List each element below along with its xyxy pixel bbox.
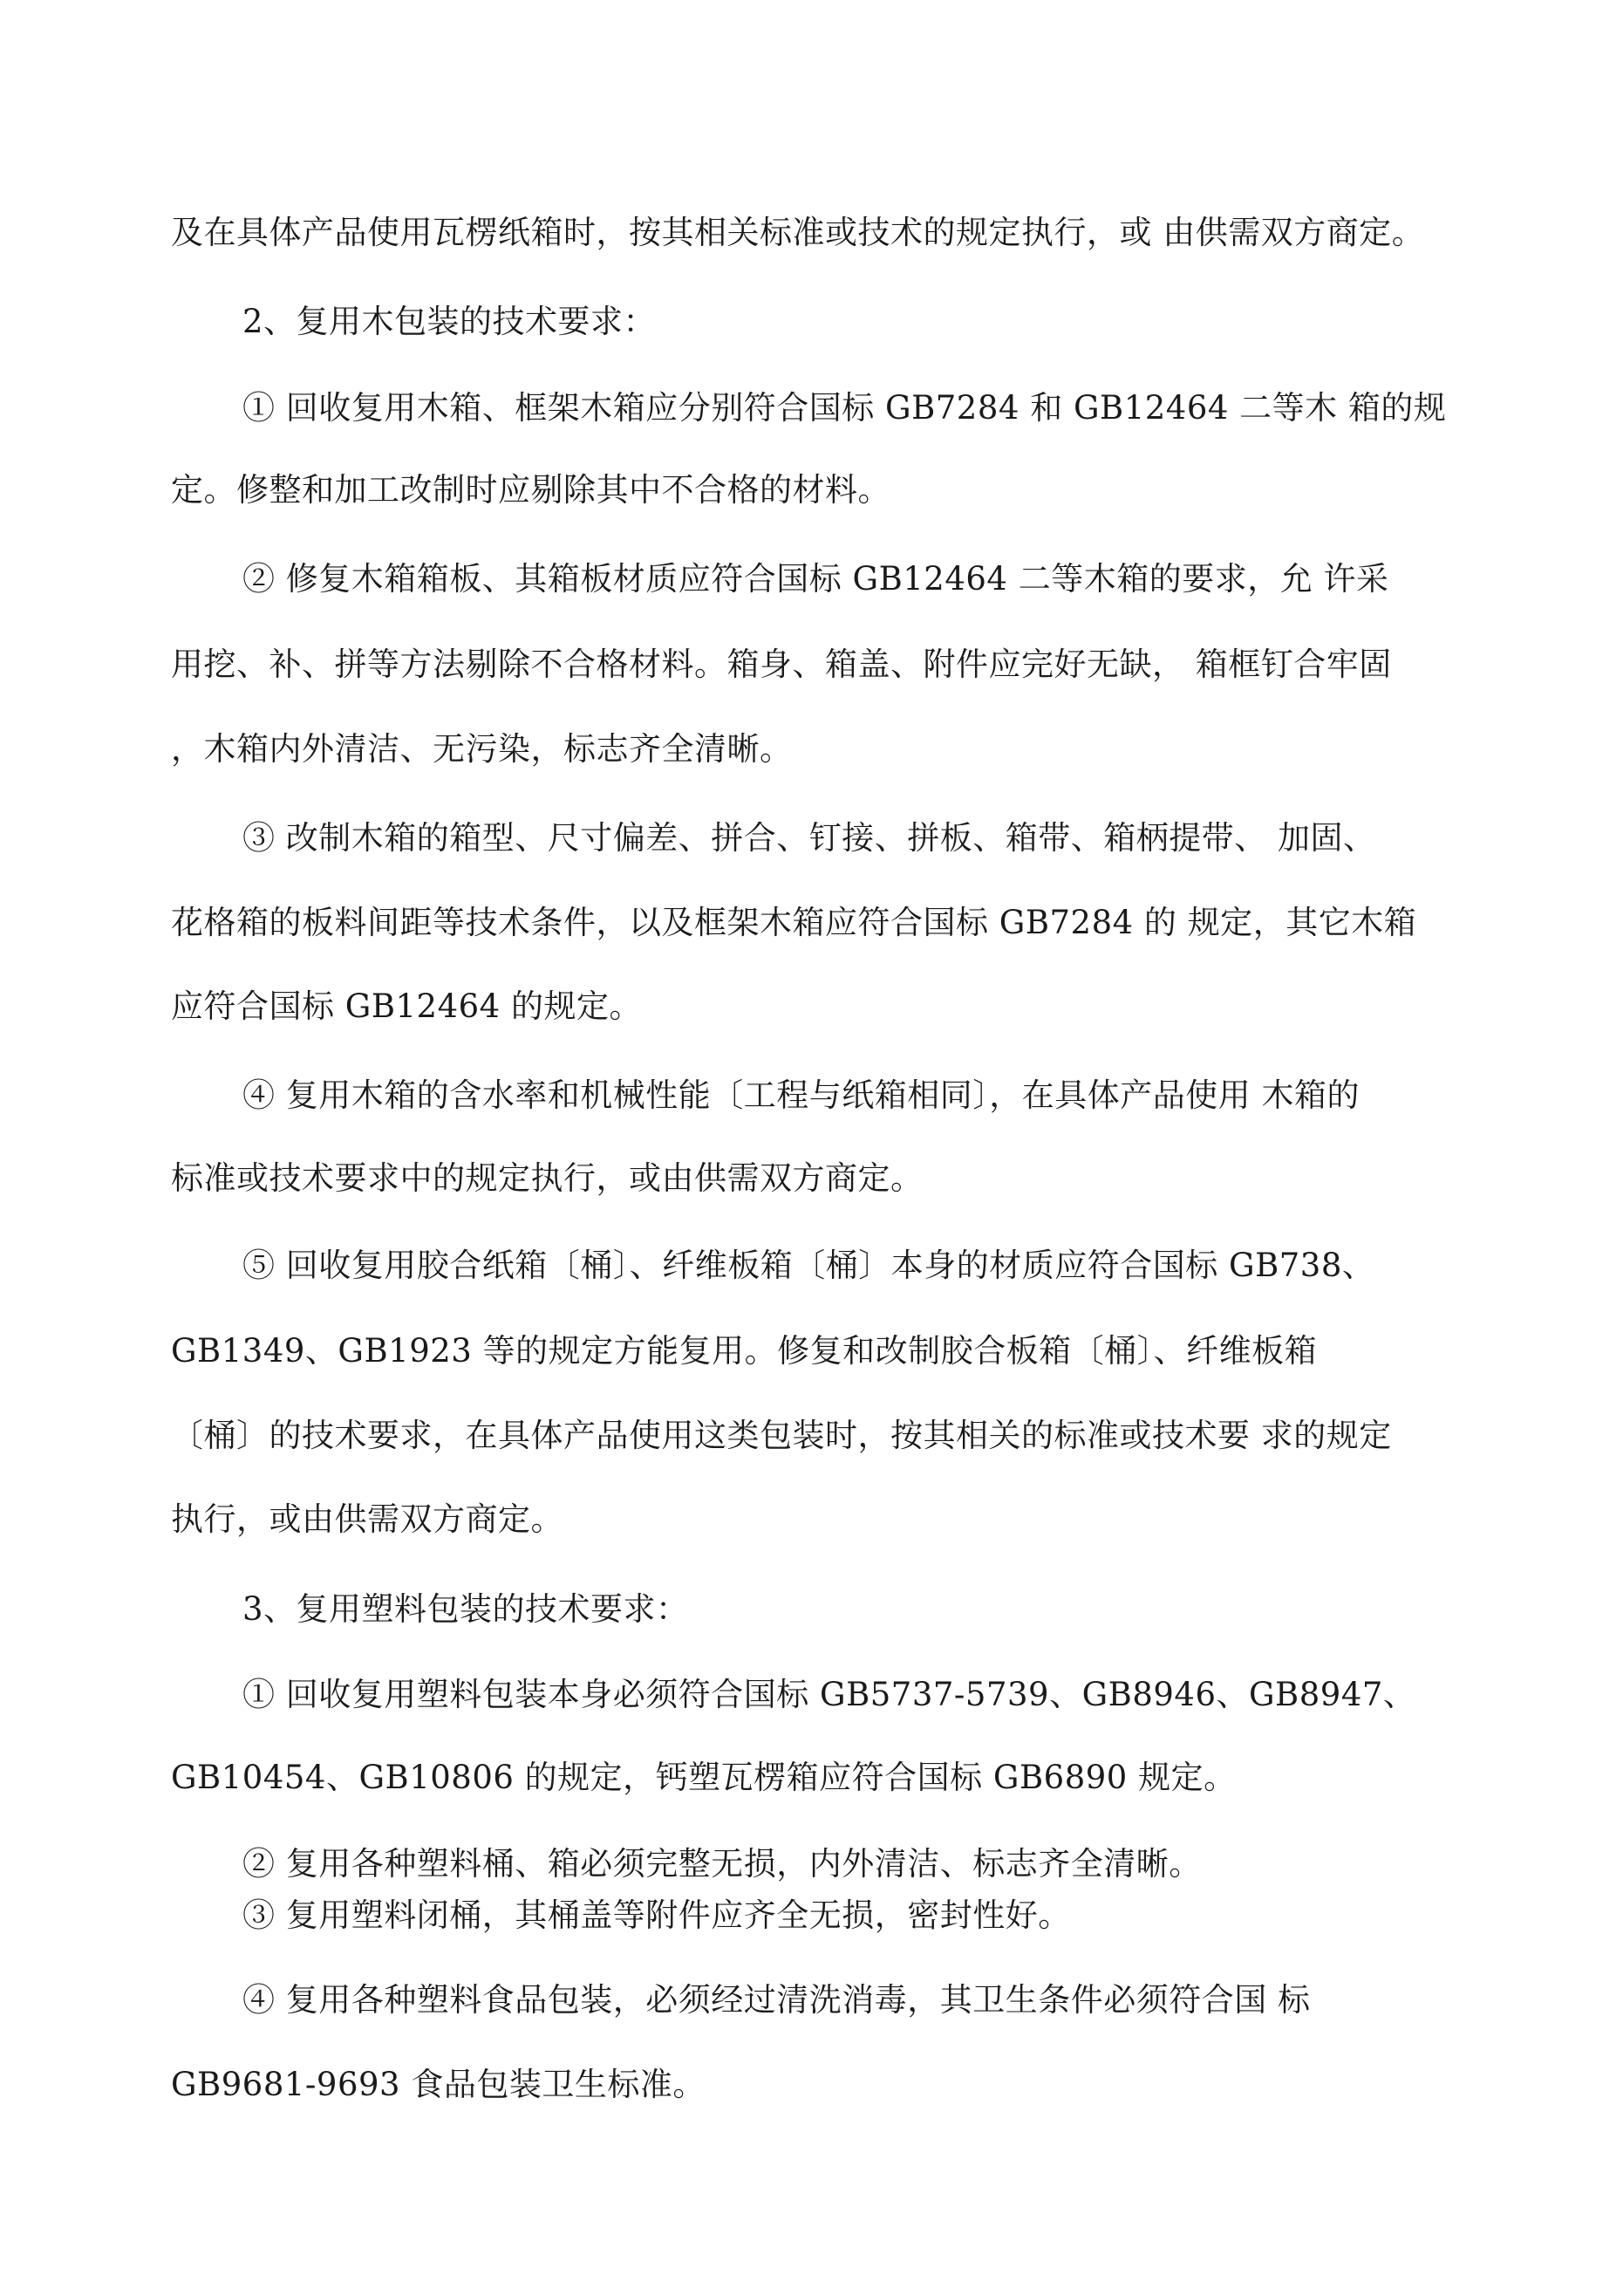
text-line-22: ④ 复用各种塑料食品包装，必须经过清洗消毒，其卫生条件必须符合国 标 (242, 1981, 1311, 2019)
text-line-18: ① 回收复用塑料包装本身必须符合国标 GB5737-5739、GB8946、GB8947、 (242, 1676, 1416, 1713)
text-line-3: ① 回收复用木箱、框架木箱应分别符合国标 GB7284 和 GB12464 二等木 箱的规 (242, 389, 1447, 427)
text-line-20: ② 复用各种塑料桶、箱必须完整无损，内外清洁、标志齐全清晰。 (242, 1845, 1202, 1883)
text-line-13: ⑤ 回收复用胶合纸箱〔桶〕、纤维板箱〔桶〕本身的材质应符合国标 GB738、 (242, 1247, 1375, 1284)
text-line-21: ③ 复用塑料闭桶，其桶盖等附件应齐全无损，密封性好。 (242, 1896, 1071, 1934)
text-line-19: GB10454、GB10806 的规定，钙塑瓦楞箱应符合国标 GB6890 规定。 (171, 1759, 1237, 1796)
text-line-11: ④ 复用木箱的含水率和机械性能〔工程与纸箱相同〕，在具体产品使用 木箱的 (242, 1076, 1360, 1114)
text-line-1: 及在具体产品使用瓦楞纸箱时，按其相关标准或技术的规定执行，或 由供需双方商定。 (171, 214, 1425, 251)
section-heading-wood-packaging: 2、复用木包装的技术要求： (242, 303, 657, 340)
text-line-5: ② 修复木箱箱板、其箱板材质应符合国标 GB12464 二等木箱的要求，允 许采 (242, 560, 1389, 598)
text-line-6: 用挖、补、拼等方法剔除不合格材料。箱身、箱盖、附件应完好无缺， 箱框钉合牢固 (171, 646, 1392, 683)
section-heading-plastic-packaging: 3、复用塑料包装的技术要求： (242, 1590, 689, 1628)
text-line-12: 标准或技术要求中的规定执行，或由供需双方商定。 (171, 1159, 924, 1197)
text-line-7: ，木箱内外清洁、无污染，标志齐全清晰。 (171, 730, 793, 768)
text-line-10: 应符合国标 GB12464 的规定。 (171, 987, 642, 1025)
text-line-23: GB9681-9693 食品包装卫生标准。 (171, 2066, 706, 2103)
text-line-8: ③ 改制木箱的箱型、尺寸偏差、拼合、钉接、拼板、箱带、箱柄提带、 加固、 (242, 819, 1376, 857)
text-line-14: GB1349、GB1923 等的规定方能复用。修复和改制胶合板箱〔桶〕、纤维板箱 (171, 1332, 1318, 1370)
text-line-15: 〔桶〕的技术要求，在具体产品使用这类包装时，按其相关的标准或技术要 求的规定 (171, 1417, 1392, 1454)
text-line-16: 执行，或由供需双方商定。 (171, 1500, 563, 1538)
text-line-9: 花格箱的板料间距等技术条件，以及框架木箱应符合国标 GB7284 的 规定，其它木箱 (171, 904, 1417, 941)
text-line-4: 定。修整和加工改制时应剔除其中不合格的材料。 (171, 471, 890, 509)
